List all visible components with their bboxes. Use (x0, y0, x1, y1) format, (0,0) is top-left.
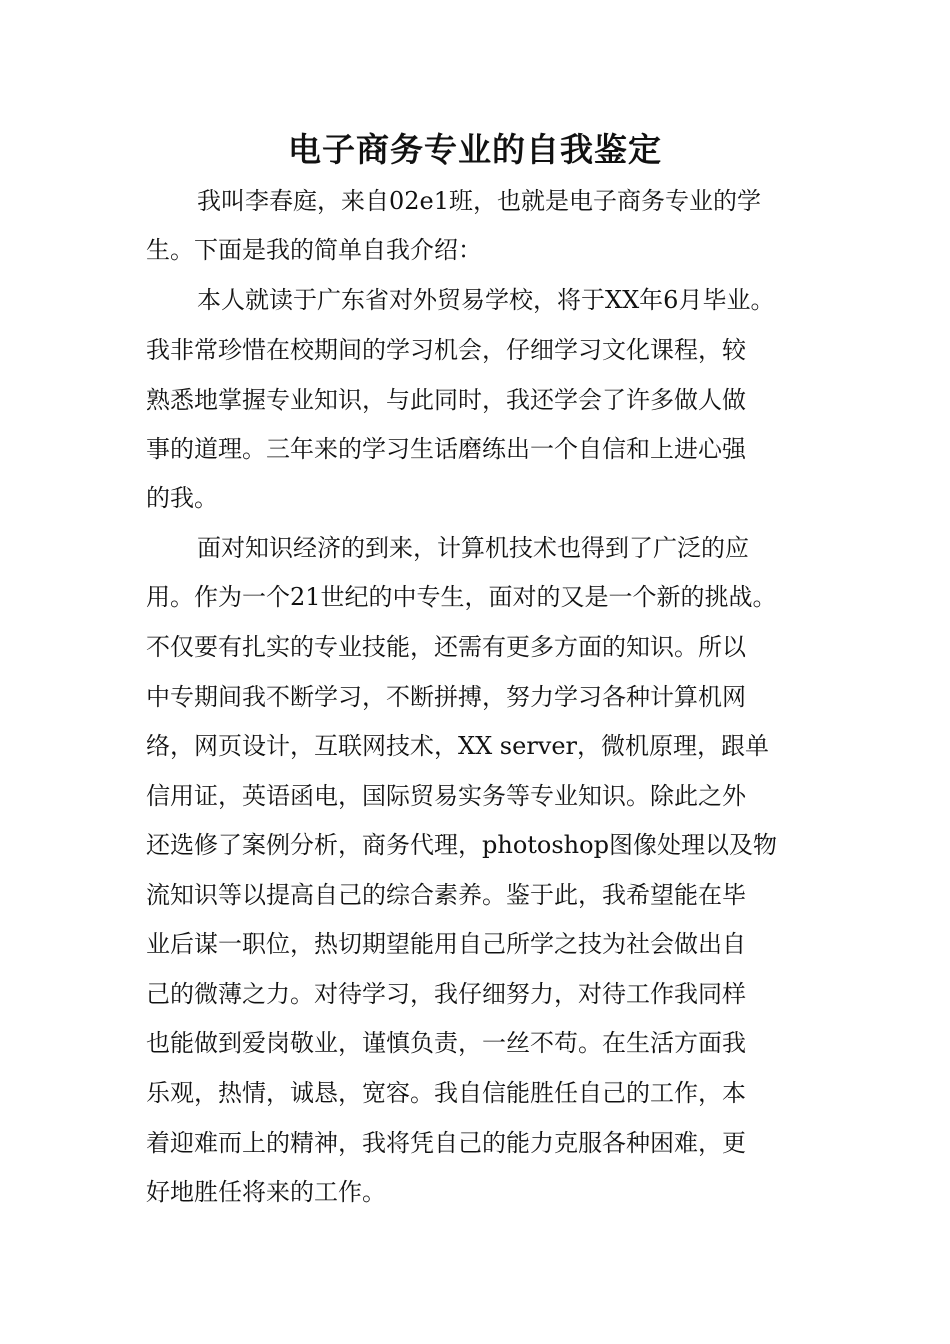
text-line: 己的微薄之力。对待学习，我仔细努力，对待工作我同样 (146, 980, 746, 1008)
document-title: 电子商务专业的自我鉴定 (288, 130, 662, 169)
text-line: 用。作为一个21世纪的中专生，面对的又是一个新的挑战。 (146, 583, 777, 611)
text-line: 也能做到爱岗敬业，谨慎负责，一丝不苟。在生活方面我 (146, 1029, 746, 1057)
text-line: 信用证，英语函电，国际贸易实务等专业知识。除此之外 (146, 782, 746, 810)
text-line: 生。下面是我的简单自我介绍： (146, 236, 482, 264)
text-line: 乐观，热情，诚恳，宽容。我自信能胜任自己的工作，本 (146, 1079, 746, 1107)
text-line: 好地胜任将来的工作。 (146, 1178, 386, 1206)
text-line: 面对知识经济的到来，计算机技术也得到了广泛的应 (197, 534, 749, 562)
text-line: 不仅要有扎实的专业技能，还需有更多方面的知识。所以 (146, 633, 746, 661)
text-line: 流知识等以提高自己的综合素养。鉴于此，我希望能在毕 (146, 881, 746, 909)
text-line: 熟悉地掌握专业知识，与此同时，我还学会了许多做人做 (146, 386, 746, 414)
text-line: 中专期间我不断学习，不断拼搏，努力学习各种计算机网 (146, 683, 746, 711)
text-line: 着迎难而上的精神，我将凭自己的能力克服各种困难，更 (146, 1129, 746, 1157)
text-line: 还选修了案例分析，商务代理，photoshop图像处理以及物 (146, 831, 777, 859)
text-line: 我叫李春庭，来自02e1班，也就是电子商务专业的学 (197, 187, 762, 215)
text-line: 的我。 (146, 484, 218, 512)
text-line: 我非常珍惜在校期间的学习机会，仔细学习文化课程，较 (146, 336, 746, 364)
text-line: 事的道理。三年来的学习生话磨练出一个自信和上进心强 (146, 435, 746, 463)
text-line: 本人就读于广东省对外贸易学校，将于XX年6月毕业。 (197, 286, 775, 314)
text-line: 业后谋一职位，热切期望能用自己所学之技为社会做出自 (146, 930, 746, 958)
text-line: 络，网页设计，互联网技术，XX server，微机原理，跟单 (146, 732, 770, 760)
